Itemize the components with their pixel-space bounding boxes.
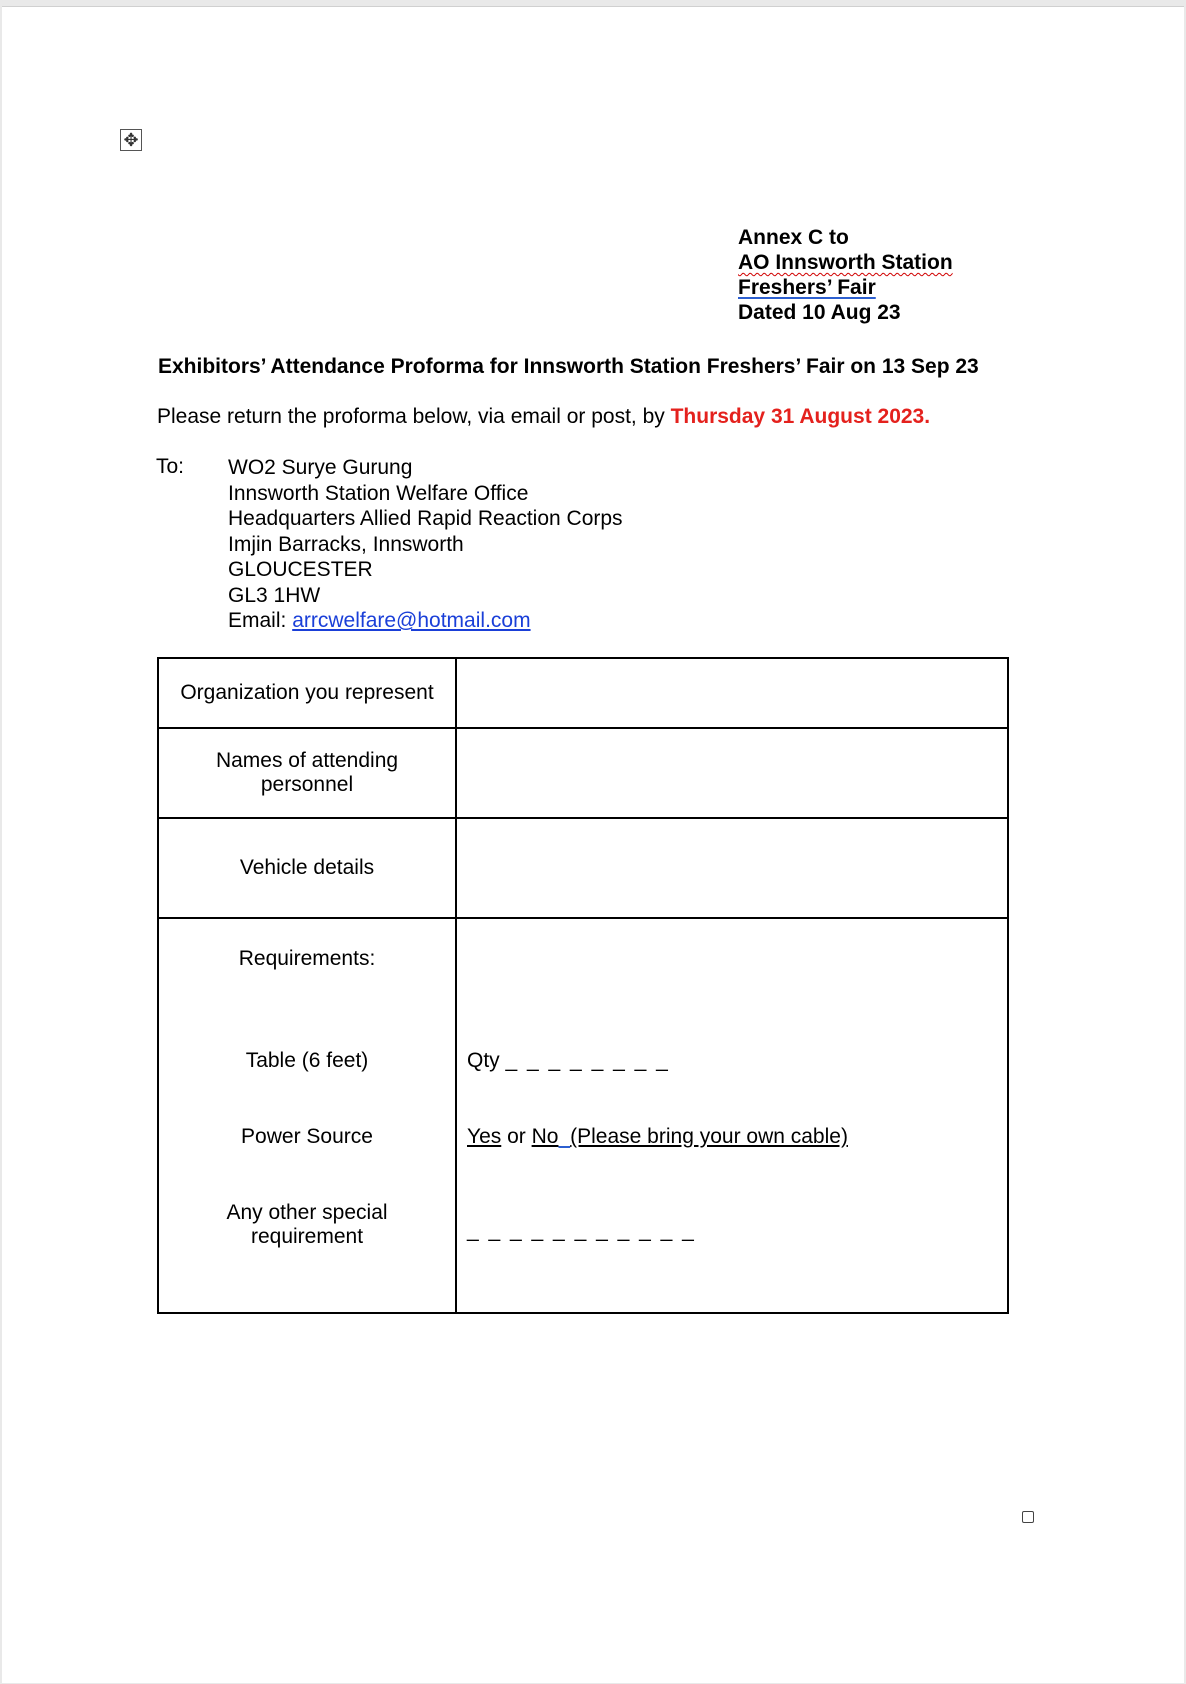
annex-line-4: Dated 10 Aug 23: [738, 301, 901, 324]
other-label-line-2: requirement: [250, 1225, 364, 1248]
requirements-label-cell: [158, 918, 456, 1313]
table-row: [158, 818, 1008, 918]
page-title: Exhibitors’ Attendance Proforma for Innsworth Station Freshers’ Fair on 13 Sep 23: [158, 355, 979, 378]
power-label: Power Source: [241, 1125, 373, 1148]
annex-line-1: Annex C to: [738, 226, 849, 249]
deadline-date: Thursday 31 August 2023.: [670, 405, 931, 428]
table-row: [158, 728, 1008, 818]
vehicle-label: Vehicle details: [158, 818, 456, 918]
other-label: [159, 1201, 455, 1249]
table-move-handle-icon[interactable]: ✥: [120, 129, 142, 151]
vehicle-field[interactable]: [456, 818, 1008, 918]
other-label-line-1: Any other special: [226, 1201, 388, 1224]
power-note: (Please bring your own cable): [570, 1125, 848, 1148]
annex-reference: [738, 225, 953, 325]
table-row: [158, 658, 1008, 728]
recipient-email-line: [228, 608, 623, 634]
names-field[interactable]: [456, 728, 1008, 818]
document-page: [2, 6, 1184, 1683]
recipient-postcode: GL3 1HW: [228, 583, 321, 607]
other-blank: _ _ _ _ _ _ _ _ _ _ _: [467, 1219, 696, 1242]
to-label: To:: [156, 455, 185, 478]
email-link[interactable]: arrcwelfare@hotmail.com: [292, 609, 531, 632]
power-no-option[interactable]: No: [531, 1125, 559, 1148]
qty-field[interactable]: [467, 1049, 1007, 1073]
organization-label: Organization you represent: [158, 658, 456, 728]
return-instruction: [157, 405, 930, 429]
qty-label: Qty: [467, 1049, 506, 1072]
attendance-form-table: [157, 657, 1009, 1314]
qty-blank: _ _ _ _ _ _ _ _: [505, 1049, 670, 1072]
other-field[interactable]: [467, 1219, 1007, 1243]
instruction-text: Please return the proforma below, via email or post, by: [157, 405, 671, 428]
recipient-hq: Headquarters Allied Rapid Reaction Corps: [228, 507, 623, 530]
names-label: [158, 728, 456, 818]
annex-line-2: AO Innsworth Station: [738, 251, 953, 274]
recipient-office: Innsworth Station Welfare Office: [228, 481, 529, 505]
names-label-line-1: Names of attending: [215, 749, 399, 772]
email-label: Email:: [228, 609, 293, 632]
power-field[interactable]: [467, 1125, 1007, 1149]
table-row: [158, 918, 1008, 1313]
names-label-line-2: personnel: [260, 773, 354, 796]
requirements-label: Requirements:: [238, 947, 376, 970]
table-label: Table (6 feet): [245, 1049, 369, 1072]
recipient-barracks: Imjin Barracks, Innsworth: [228, 532, 464, 556]
requirements-value-cell: [456, 918, 1008, 1313]
recipient-address: [228, 455, 623, 634]
power-or: or: [501, 1125, 532, 1148]
recipient-name: WO2 Surye Gurung: [228, 456, 413, 479]
annex-line-3: Freshers’ Fair: [738, 276, 876, 299]
page-corner-handle-icon[interactable]: [1022, 1511, 1034, 1523]
recipient-city: GLOUCESTER: [228, 558, 373, 581]
organization-field[interactable]: [456, 658, 1008, 728]
power-yes-option[interactable]: Yes: [467, 1125, 502, 1148]
